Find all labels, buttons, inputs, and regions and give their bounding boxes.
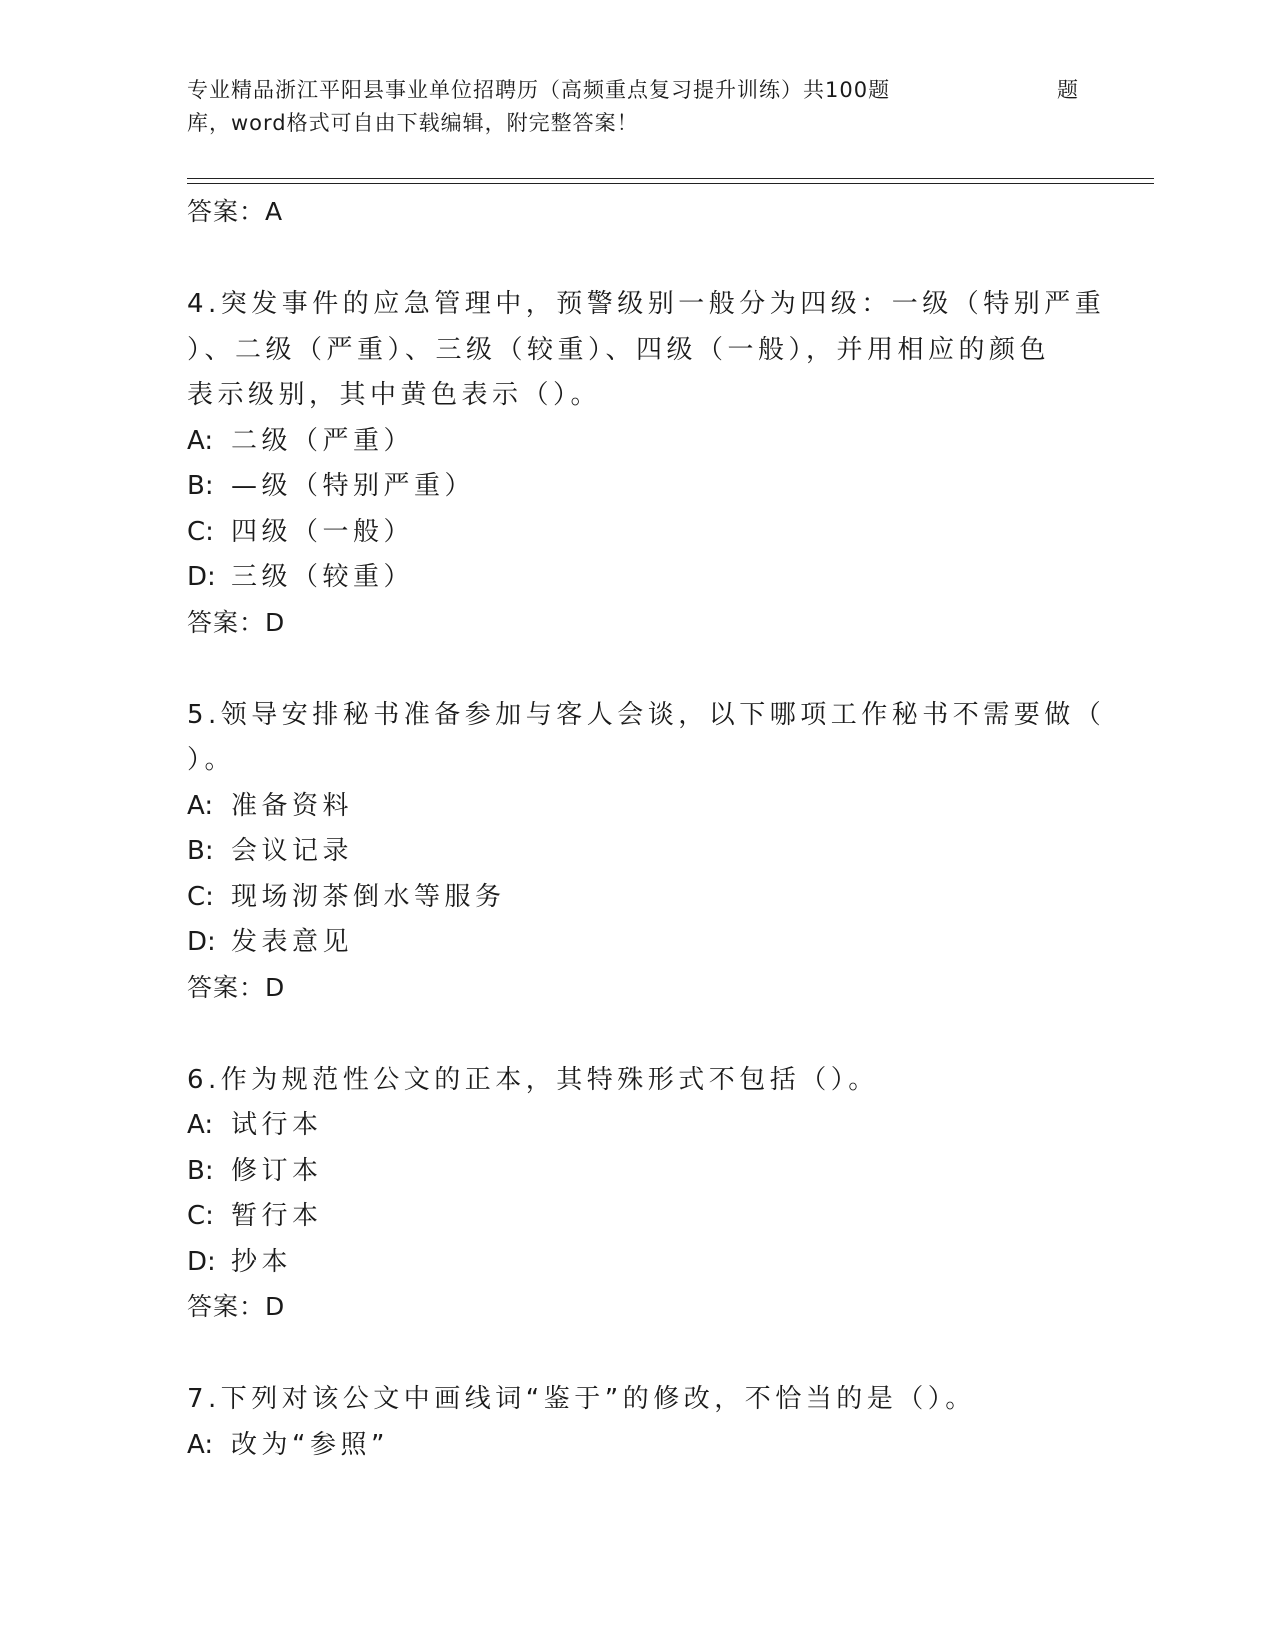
stem-line: ）、二级（严重）、三级（较重）、四级（一般），并用相应的颜色 [187,334,1051,365]
option-a [187,1423,1087,1469]
option-c [187,1194,1087,1240]
option-text: —级（特别严重） [231,471,476,501]
question-4 [187,282,1106,645]
page-header [187,74,1087,140]
stem-line: 4.突发事件的应急管理中，预警级别一般分为四级：一级（特别严重 [187,289,1106,319]
option-text: 试行本 [231,1110,323,1140]
option-letter: A: [187,1110,214,1140]
header-divider-bottom [187,183,1154,184]
option-d [187,920,1087,966]
question-7 [187,1377,1087,1468]
stem-line: 7.下列对该公文中画线词“鉴于”的修改，不恰当的是（）。 [187,1384,976,1414]
option-a [187,419,1087,465]
previous-answer: 答案：A [187,197,284,226]
option-letter: D: [187,1246,216,1277]
question-6 [187,1058,1087,1330]
option-text: 会议记录 [231,836,354,866]
option-letter: D: [187,927,216,957]
stem-line: 6.作为规范性公文的正本，其特殊形式不包括（）。 [187,1064,879,1095]
option-b [187,464,1087,510]
option-text: 现场沏茶倒水等服务 [231,881,506,912]
option-d [187,555,1087,601]
option-letter: A: [187,790,214,821]
option-d [187,1240,1087,1286]
option-text: 三级（较重） [231,562,415,592]
question-5 [187,693,1106,1010]
question-stem [187,282,1106,419]
stem-line: 表示级别，其中黄色表示（）。 [187,380,602,410]
question-stem [187,1058,1087,1104]
answer-label: 答案：D [187,1292,286,1321]
option-a [187,784,1087,830]
option-letter: B: [187,836,214,866]
option-text: 二级（严重） [231,425,415,456]
header-title-line-1: 专业精品浙江平阳县事业单位招聘历（高频重点复习提升训练）共100题 [187,78,891,102]
header-divider-top [187,178,1154,179]
option-letter: C: [187,1201,214,1231]
option-text: 修订本 [231,1155,323,1186]
answer-label: 答案：D [187,972,286,1002]
question-stem [187,693,1106,784]
option-letter: D: [187,562,216,592]
option-c [187,875,1087,921]
stem-line: ）。 [187,745,236,775]
question-stem [187,1377,1087,1423]
option-letter: A: [187,425,214,456]
option-letter: C: [187,516,214,547]
stem-line: 5.领导安排秘书准备参加与客人会谈，以下哪项工作秘书不需要做（ [187,699,1106,730]
option-letter: A: [187,1429,214,1460]
option-b [187,1149,1087,1195]
option-a [187,1103,1087,1149]
answer-label: 答案：D [187,607,286,637]
header-title-line-2: 库，word格式可自由下载编辑，附完整答案！ [187,111,639,135]
option-text: 准备资料 [231,790,354,821]
option-text: 暂行本 [231,1201,323,1231]
option-text: 四级（一般） [231,516,415,547]
option-b [187,829,1087,875]
option-letter: B: [187,1155,214,1186]
option-text: 抄本 [231,1246,293,1277]
option-text: 改为“参照” [231,1429,389,1460]
option-c [187,510,1087,556]
option-text: 发表意见 [231,927,354,957]
option-letter: B: [187,471,214,501]
option-letter: C: [187,881,214,912]
question-list [187,190,1106,1468]
header-title-line-1-tail: 题 [1057,78,1079,102]
